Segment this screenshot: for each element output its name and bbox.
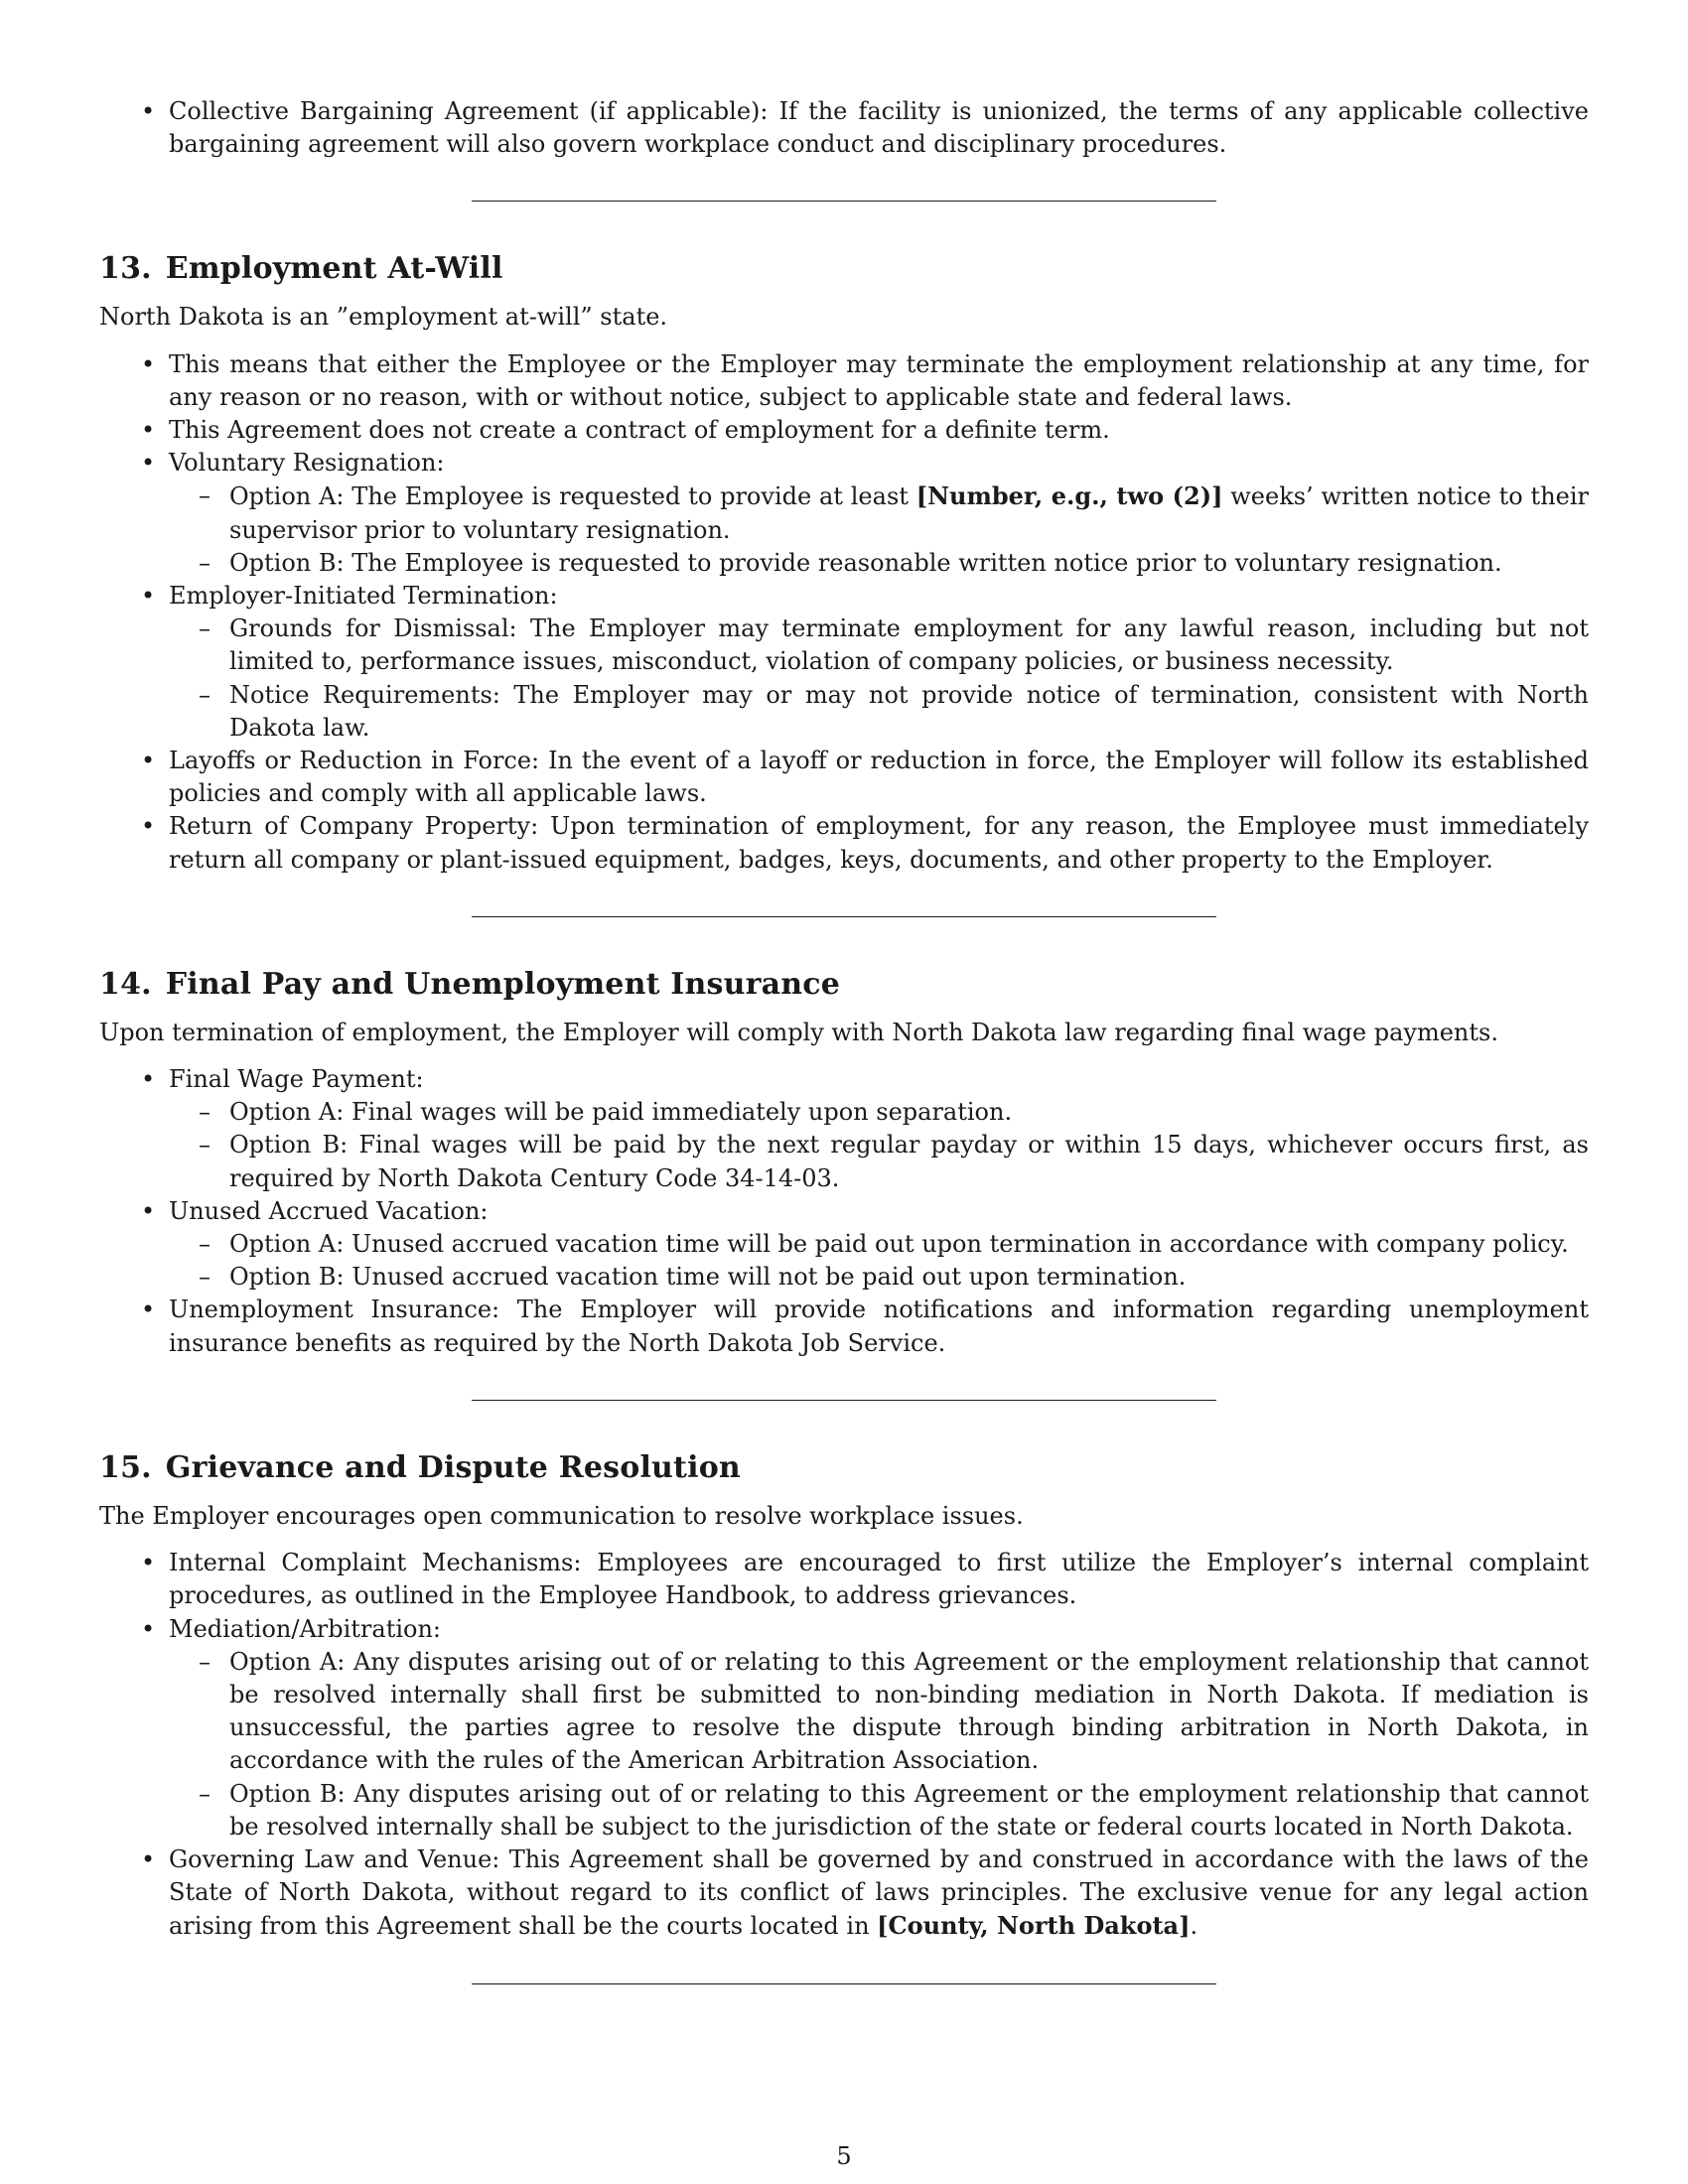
list-item: • Voluntary Resignation: – Option A: The Employee is requested to provide at least [Number, e.g., two (2)] weeks’ written notice to their supervisor prior to voluntary resignation. – Option B: The Employee is requested to provide reasonable written notice prior to voluntary resignation. bbox=[99, 447, 1589, 580]
document-page bbox=[99, 95, 1589, 1984]
list-item: • Unemployment Insurance: The Employer will provide notifications and information regarding unemployment insurance benefits as required by the North Dakota Job Service. bbox=[99, 1294, 1589, 1359]
section-heading-15: 15. Grievance and Dispute Resolution bbox=[99, 1449, 741, 1485]
sub-list-item: – Option A: Final wages will be paid immediately upon separation. bbox=[169, 1096, 1589, 1129]
list-item bbox=[99, 95, 1589, 161]
sub-list-item: – Option B: Any disputes arising out of or relating to this Agreement or the employment relationship that cannot be resolved internally shall be subject to the jurisdiction of the state or federal courts located in North Dakota. bbox=[169, 1778, 1589, 1843]
list-item: • Return of Company Property: Upon termination of employment, for any reason, the Employee must immediately return all company or plant-issued equipment, badges, keys, documents, and other property to the Employer. bbox=[99, 810, 1589, 876]
list-item: • Layoffs or Reduction in Force: In the event of a layoff or reduction in force, the Employer will follow its established policies and comply with all applicable laws. bbox=[99, 745, 1589, 810]
collective-bargaining-item: Collective Bargaining Agreement (if applicable): If the facility is unionized, the terms of any applicable collective bargaining agreement will also govern workplace conduct and disciplinary procedures. bbox=[169, 97, 1589, 159]
list-item: • Unused Accrued Vacation: – Option A: Unused accrued vacation time will be paid out upon termination in accordance with company policy. – Option B: Unused accrued vacation time will not be paid out upon termination. bbox=[99, 1195, 1589, 1295]
sub-list-item: – Grounds for Dismissal: The Employer may terminate employment for any lawful reason, including but not limited to, performance issues, misconduct, violation of company policies, or business necessity. bbox=[169, 613, 1589, 678]
sub-list-item: – Option A: Any disputes arising out of or relating to this Agreement or the employment relationship that cannot be resolved internally shall first be submitted to non-binding mediation in North Dakota. If mediation is unsuccessful, the parties agree to resolve the dispute through binding arbitration in North Dakota, in accordance with the rules of the American Arbitration Association. bbox=[169, 1646, 1589, 1778]
sub-list-item: – Option B: Unused accrued vacation time will not be paid out upon termination. bbox=[169, 1261, 1589, 1294]
list-item: • This Agreement does not create a contract of employment for a definite term. bbox=[99, 414, 1589, 447]
section-intro: Upon termination of employment, the Employer will comply with North Dakota law regarding final wage payments. bbox=[99, 1018, 1498, 1046]
list-item: • Employer-Initiated Termination: – Grounds for Dismissal: The Employer may terminate employment for any lawful reason, including but not limited to, performance issues, misconduct, violation of company policies, or business necessity. – Notice Requirements: The Employer may or may not provide notice of termination, consistent with North Dakota law. bbox=[99, 580, 1589, 745]
sub-list-item: – Option A: Unused accrued vacation time will be paid out upon termination in accordance with company policy. bbox=[169, 1228, 1589, 1261]
bullet-list-top bbox=[99, 95, 1589, 161]
sub-list bbox=[169, 1646, 1589, 1843]
sub-list-item: – Notice Requirements: The Employer may or may not provide notice of termination, consistent with North Dakota law. bbox=[169, 679, 1589, 745]
bullet-list-13 bbox=[99, 348, 1589, 877]
section-intro: North Dakota is an ”employment at-will” state. bbox=[99, 303, 668, 332]
list-item: • This means that either the Employee or the Employer may terminate the employment relationship at any time, for any reason or no reason, with or without notice, subject to applicable state and federal laws. bbox=[99, 348, 1589, 414]
sub-list bbox=[169, 479, 1589, 580]
sub-list-item: – Option B: Final wages will be paid by the next regular payday or within 15 days, whichever occurs first, as required by North Dakota Century Code 34-14-03. bbox=[169, 1129, 1589, 1194]
list-item: • Internal Complaint Mechanisms: Employees are encouraged to first utilize the Employer’s internal complaint procedures, as outlined in the Employee Handbook, to address grievances. bbox=[99, 1547, 1589, 1612]
sub-list bbox=[169, 613, 1589, 745]
sub-list bbox=[169, 1228, 1589, 1294]
sub-list bbox=[169, 1096, 1589, 1195]
list-item: • Mediation/Arbitration: – Option A: Any disputes arising out of or relating to this Agreement or the employment relationship that cannot be resolved internally shall first be submitted to non-binding mediation in North Dakota. If mediation is unsuccessful, the parties agree to resolve the dispute through binding arbitration in North Dakota, in accordance with the rules of the American Arbitration Association. – Option B: Any disputes arising out of or relating to this Agreement or the employment relationship that cannot be resolved internally shall be subject to the jurisdiction of the state or federal courts located in North Dakota. bbox=[99, 1613, 1589, 1843]
placeholder-field: [Number, e.g., two (2)] bbox=[915, 481, 1223, 511]
bullet-list-15 bbox=[99, 1547, 1589, 1943]
list-item: • Governing Law and Venue: This Agreement shall be governed by and construed in accordance with the laws of the State of North Dakota, without regard to its conflict of laws principles. The exclusive venue for any legal action arising from this Agreement shall be the courts located in [County, North Dakota]. bbox=[99, 1843, 1589, 1944]
section-divider bbox=[472, 1983, 1216, 1984]
page-number: 5 bbox=[836, 2142, 852, 2170]
sub-list-item: – Option A: The Employee is requested to provide at least [Number, e.g., two (2)] weeks’ written notice to their supervisor prior to voluntary resignation. bbox=[169, 479, 1589, 546]
list-item: • Final Wage Payment: – Option A: Final wages will be paid immediately upon separation. – Option B: Final wages will be paid by the next regular payday or within 15 days, whichever occurs first, as required by North Dakota Century Code 34-14-03. bbox=[99, 1063, 1589, 1195]
sub-list-item: – Option B: The Employee is requested to provide reasonable written notice prior to voluntary resignation. bbox=[169, 547, 1589, 580]
placeholder-field: [County, North Dakota] bbox=[877, 1911, 1191, 1941]
section-heading-14: 14. Final Pay and Unemployment Insurance bbox=[99, 966, 841, 1002]
section-intro: The Employer encourages open communication to resolve workplace issues. bbox=[99, 1501, 1024, 1530]
section-heading-13: 13. Employment At-Will bbox=[99, 251, 503, 287]
bullet-list-14 bbox=[99, 1063, 1589, 1360]
